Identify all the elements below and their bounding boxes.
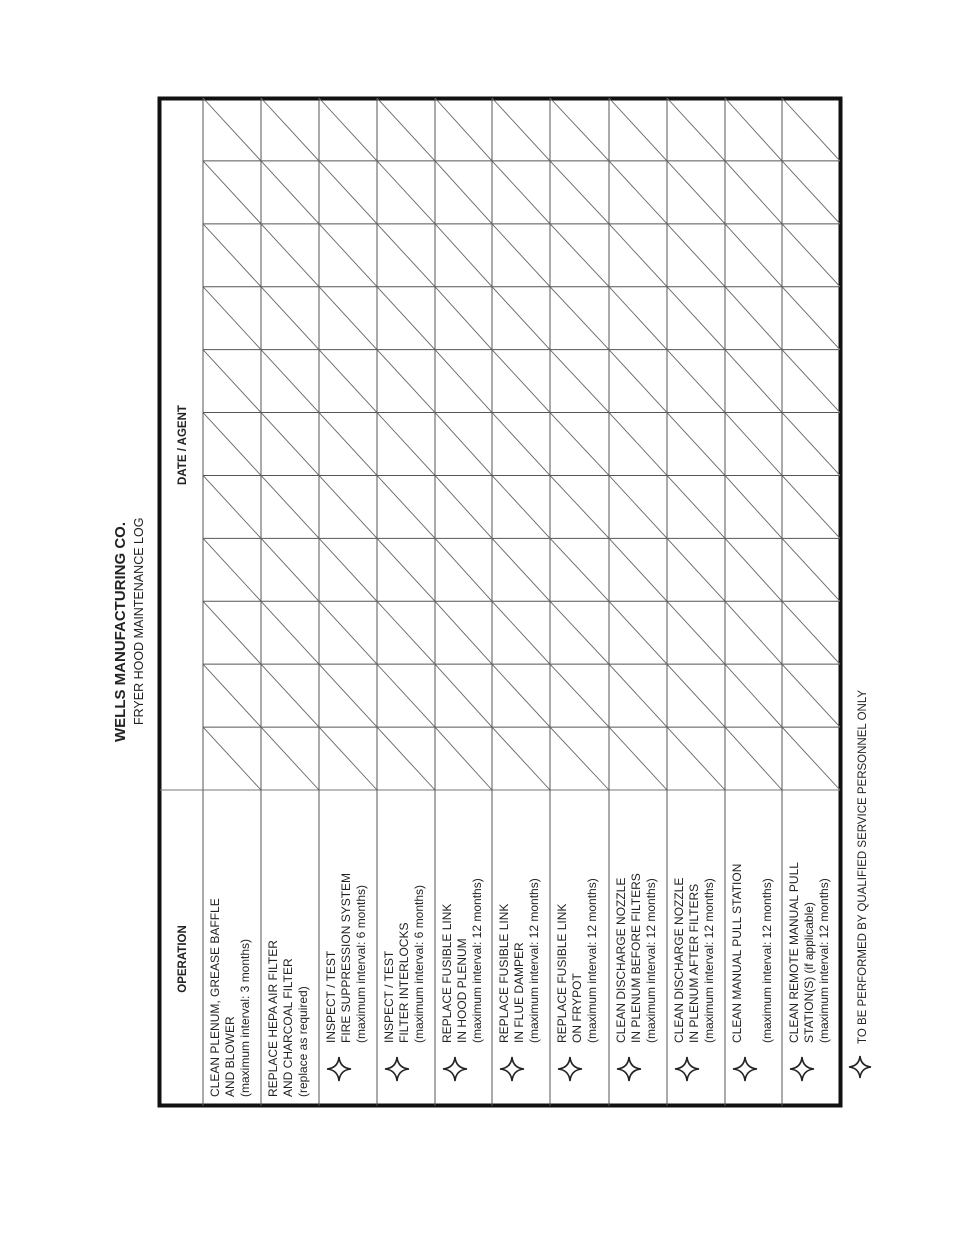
date-agent-cell[interactable] <box>725 224 782 287</box>
date-agent-cell[interactable] <box>667 98 725 161</box>
date-agent-cell[interactable] <box>261 224 319 287</box>
date-agent-cell[interactable] <box>435 538 492 601</box>
date-agent-cell[interactable] <box>782 287 840 350</box>
date-agent-cell[interactable] <box>377 664 435 727</box>
operation-interval: (maximum interval: 12 months) <box>817 878 831 1043</box>
date-agent-cell[interactable] <box>609 475 667 538</box>
date-agent-cell[interactable] <box>609 538 667 601</box>
date-agent-cell[interactable] <box>492 601 550 664</box>
operation-interval: (replace as required) <box>296 986 310 1097</box>
date-agent-header: DATE / AGENT <box>177 405 189 485</box>
date-agent-cell[interactable] <box>203 224 261 287</box>
date-agent-cell[interactable] <box>609 98 667 161</box>
date-agent-cell[interactable] <box>435 98 492 161</box>
date-agent-cell[interactable] <box>203 538 261 601</box>
date-agent-cell[interactable] <box>725 350 782 413</box>
operation-label: CLEAN DISCHARGE NOZZLE <box>614 877 628 1043</box>
date-agent-cell[interactable] <box>667 601 725 664</box>
operation-row <box>672 878 716 1081</box>
date-agent-cell[interactable] <box>319 475 377 538</box>
date-agent-cell[interactable] <box>782 413 840 476</box>
date-agent-cell[interactable] <box>782 350 840 413</box>
date-agent-cell[interactable] <box>492 664 550 727</box>
date-agent-cell[interactable] <box>725 664 782 727</box>
date-agent-cell[interactable] <box>782 727 840 790</box>
date-agent-cell[interactable] <box>261 538 319 601</box>
operation-interval: (maximum interval: 12 months) <box>644 878 658 1043</box>
date-agent-cell[interactable] <box>550 413 609 476</box>
date-agent-cell[interactable] <box>492 161 550 224</box>
date-agent-cell[interactable] <box>782 161 840 224</box>
date-agent-cell[interactable] <box>261 287 319 350</box>
star-icon <box>849 1056 871 1078</box>
operation-label: IN PLENUM AFTER FILTERS <box>687 883 701 1043</box>
date-agent-cell[interactable] <box>667 727 725 790</box>
operation-label: CLEAN REMOTE MANUAL PULL <box>787 862 801 1043</box>
date-agent-cell[interactable] <box>377 224 435 287</box>
date-agent-cell[interactable] <box>667 538 725 601</box>
star-icon <box>617 1057 641 1081</box>
date-agent-cell[interactable] <box>377 161 435 224</box>
date-agent-cell[interactable] <box>782 664 840 727</box>
star-icon <box>327 1057 351 1081</box>
date-agent-cell[interactable] <box>782 475 840 538</box>
date-agent-cell[interactable] <box>609 224 667 287</box>
operation-label: CLEAN DISCHARGE NOZZLE <box>672 877 686 1043</box>
date-agent-cell[interactable] <box>667 224 725 287</box>
operation-row <box>324 873 368 1081</box>
date-agent-cell[interactable] <box>377 98 435 161</box>
operation-interval: (maximum interval: 6 months) <box>354 884 368 1043</box>
operation-interval: (maximum interval: 6 months) <box>412 884 426 1043</box>
company-name: WELLS MANUFACTURING CO. <box>112 522 129 742</box>
date-agent-cell[interactable] <box>319 98 377 161</box>
operation-interval: (maximum interval: 3 months) <box>238 938 252 1097</box>
operation-label: IN PLENUM BEFORE FILTERS <box>629 873 643 1043</box>
date-agent-cell[interactable] <box>725 161 782 224</box>
operation-label: IN FLUE DAMPER <box>512 942 526 1043</box>
date-agent-cell[interactable] <box>203 413 261 476</box>
date-agent-cell[interactable] <box>377 475 435 538</box>
date-agent-cell[interactable] <box>261 601 319 664</box>
date-agent-cell[interactable] <box>550 224 609 287</box>
date-agent-cell[interactable] <box>667 413 725 476</box>
date-agent-cell[interactable] <box>377 287 435 350</box>
operation-label: REPLACE FUSIBLE LINK <box>440 903 454 1043</box>
date-agent-cell[interactable] <box>319 727 377 790</box>
date-agent-cell[interactable] <box>203 98 261 161</box>
date-agent-cell[interactable] <box>319 287 377 350</box>
date-agent-cell[interactable] <box>550 287 609 350</box>
date-agent-cell[interactable] <box>725 727 782 790</box>
date-agent-cell[interactable] <box>667 475 725 538</box>
date-agent-cell[interactable] <box>550 475 609 538</box>
date-agent-cell[interactable] <box>609 350 667 413</box>
date-agent-cell[interactable] <box>377 601 435 664</box>
operation-label: INSPECT / TEST <box>324 950 338 1043</box>
date-agent-cell[interactable] <box>492 98 550 161</box>
date-agent-cell[interactable] <box>492 475 550 538</box>
date-agent-cell[interactable] <box>435 161 492 224</box>
operation-label: AND BLOWER <box>223 1016 237 1097</box>
star-icon <box>733 1057 757 1081</box>
date-agent-cell[interactable] <box>435 664 492 727</box>
operation-interval: (maximum interval: 12 months) <box>527 878 541 1043</box>
date-agent-cell[interactable] <box>435 475 492 538</box>
star-icon <box>500 1057 524 1081</box>
operation-interval: (maximum interval: 12 months) <box>760 878 774 1043</box>
date-agent-cell[interactable] <box>261 727 319 790</box>
operation-label: FIRE SUPPRESSION SYSTEM <box>339 872 353 1043</box>
operation-row <box>730 864 774 1081</box>
operation-row <box>208 898 252 1097</box>
operation-label: INSPECT / TEST <box>382 950 396 1043</box>
operation-row <box>555 878 599 1081</box>
date-agent-cell[interactable] <box>609 601 667 664</box>
date-agent-cell[interactable] <box>492 413 550 476</box>
date-agent-cell[interactable] <box>435 727 492 790</box>
star-icon <box>675 1057 699 1081</box>
date-agent-cell[interactable] <box>609 664 667 727</box>
date-agent-cell[interactable] <box>725 98 782 161</box>
date-agent-cell[interactable] <box>609 727 667 790</box>
date-agent-cell[interactable] <box>492 287 550 350</box>
operation-label: REPLACE HEPA AIR FILTER <box>266 940 280 1097</box>
date-agent-cell[interactable] <box>203 161 261 224</box>
date-agent-cell[interactable] <box>377 727 435 790</box>
operation-row <box>266 940 310 1097</box>
operation-row <box>440 878 484 1081</box>
operation-label: ON FRYPOT <box>570 973 584 1043</box>
date-agent-cell[interactable] <box>550 161 609 224</box>
date-agent-cell[interactable] <box>609 413 667 476</box>
date-agent-cell[interactable] <box>667 664 725 727</box>
date-agent-cell[interactable] <box>435 601 492 664</box>
operation-label: FILTER INTERLOCKS <box>397 922 411 1043</box>
date-agent-cell[interactable] <box>377 350 435 413</box>
date-agent-cell[interactable] <box>319 350 377 413</box>
date-agent-cell[interactable] <box>667 161 725 224</box>
date-agent-cell[interactable] <box>725 601 782 664</box>
star-icon <box>443 1057 467 1081</box>
footer-note <box>849 690 871 1078</box>
date-agent-cell[interactable] <box>319 161 377 224</box>
operation-label: CLEAN PLENUM, GREASE BAFFLE <box>208 898 222 1097</box>
operation-label: IN HOOD PLENUM <box>455 938 469 1043</box>
date-agent-cell[interactable] <box>203 350 261 413</box>
date-agent-cell[interactable] <box>782 601 840 664</box>
date-agent-cell[interactable] <box>550 98 609 161</box>
date-agent-cell[interactable] <box>667 350 725 413</box>
date-agent-cell[interactable] <box>550 538 609 601</box>
operation-label: REPLACE FUSIBLE LINK <box>497 903 511 1043</box>
date-agent-cell[interactable] <box>725 413 782 476</box>
date-agent-cell[interactable] <box>492 538 550 601</box>
form-title: FRYER HOOD MAINTENANCE LOG <box>132 517 146 725</box>
date-agent-cell[interactable] <box>261 413 319 476</box>
date-agent-cell[interactable] <box>609 287 667 350</box>
operation-label: STATION(S) (if applicable) <box>802 902 816 1043</box>
date-agent-cell[interactable] <box>203 727 261 790</box>
operation-label: CLEAN MANUAL PULL STATION <box>730 863 744 1043</box>
date-agent-cell[interactable] <box>261 98 319 161</box>
date-agent-cell[interactable] <box>550 601 609 664</box>
date-agent-cell[interactable] <box>725 475 782 538</box>
operation-header: OPERATION <box>177 925 189 993</box>
operation-row <box>497 878 541 1081</box>
date-agent-cell[interactable] <box>782 538 840 601</box>
star-icon <box>385 1057 409 1081</box>
date-agent-cell[interactable] <box>725 287 782 350</box>
date-agent-cell[interactable] <box>492 727 550 790</box>
date-agent-cell[interactable] <box>203 287 261 350</box>
date-agent-cell[interactable] <box>261 475 319 538</box>
date-agent-cell[interactable] <box>782 98 840 161</box>
date-agent-cell[interactable] <box>550 350 609 413</box>
date-agent-cell[interactable] <box>550 664 609 727</box>
date-agent-cell[interactable] <box>492 350 550 413</box>
date-agent-cell[interactable] <box>609 161 667 224</box>
star-icon <box>558 1057 582 1081</box>
date-agent-cell[interactable] <box>319 538 377 601</box>
date-agent-cell[interactable] <box>435 413 492 476</box>
date-agent-cell[interactable] <box>203 475 261 538</box>
operation-row <box>614 873 658 1081</box>
date-agent-cell[interactable] <box>261 350 319 413</box>
date-agent-cell[interactable] <box>435 350 492 413</box>
operation-interval: (maximum interval: 12 months) <box>585 878 599 1043</box>
date-agent-cell[interactable] <box>319 413 377 476</box>
date-agent-cell[interactable] <box>319 601 377 664</box>
operation-label: AND CHARCOAL FILTER <box>281 958 295 1097</box>
star-icon <box>790 1057 814 1081</box>
date-agent-cell[interactable] <box>782 224 840 287</box>
date-agent-cell[interactable] <box>492 224 550 287</box>
date-agent-cell[interactable] <box>550 727 609 790</box>
date-agent-cell[interactable] <box>435 224 492 287</box>
date-agent-cell[interactable] <box>261 161 319 224</box>
date-agent-cell[interactable] <box>667 287 725 350</box>
date-agent-cell[interactable] <box>261 664 319 727</box>
date-agent-cell[interactable] <box>203 664 261 727</box>
operation-row <box>787 862 831 1081</box>
footer-note-text: TO BE PERFORMED BY QUALIFIED SERVICE PERSONNEL ONLY <box>857 689 869 1044</box>
date-agent-cell[interactable] <box>203 601 261 664</box>
date-agent-cell[interactable] <box>377 413 435 476</box>
date-agent-cell[interactable] <box>319 664 377 727</box>
operation-interval: (maximum interval: 12 months) <box>470 878 484 1043</box>
operation-interval: (maximum interval: 12 months) <box>702 878 716 1043</box>
date-agent-cell[interactable] <box>319 224 377 287</box>
operation-rows <box>208 862 831 1097</box>
date-agent-cell[interactable] <box>377 538 435 601</box>
operation-label: REPLACE FUSIBLE LINK <box>555 903 569 1043</box>
operation-row <box>382 885 426 1081</box>
date-agent-cell[interactable] <box>435 287 492 350</box>
date-agent-cell[interactable] <box>725 538 782 601</box>
